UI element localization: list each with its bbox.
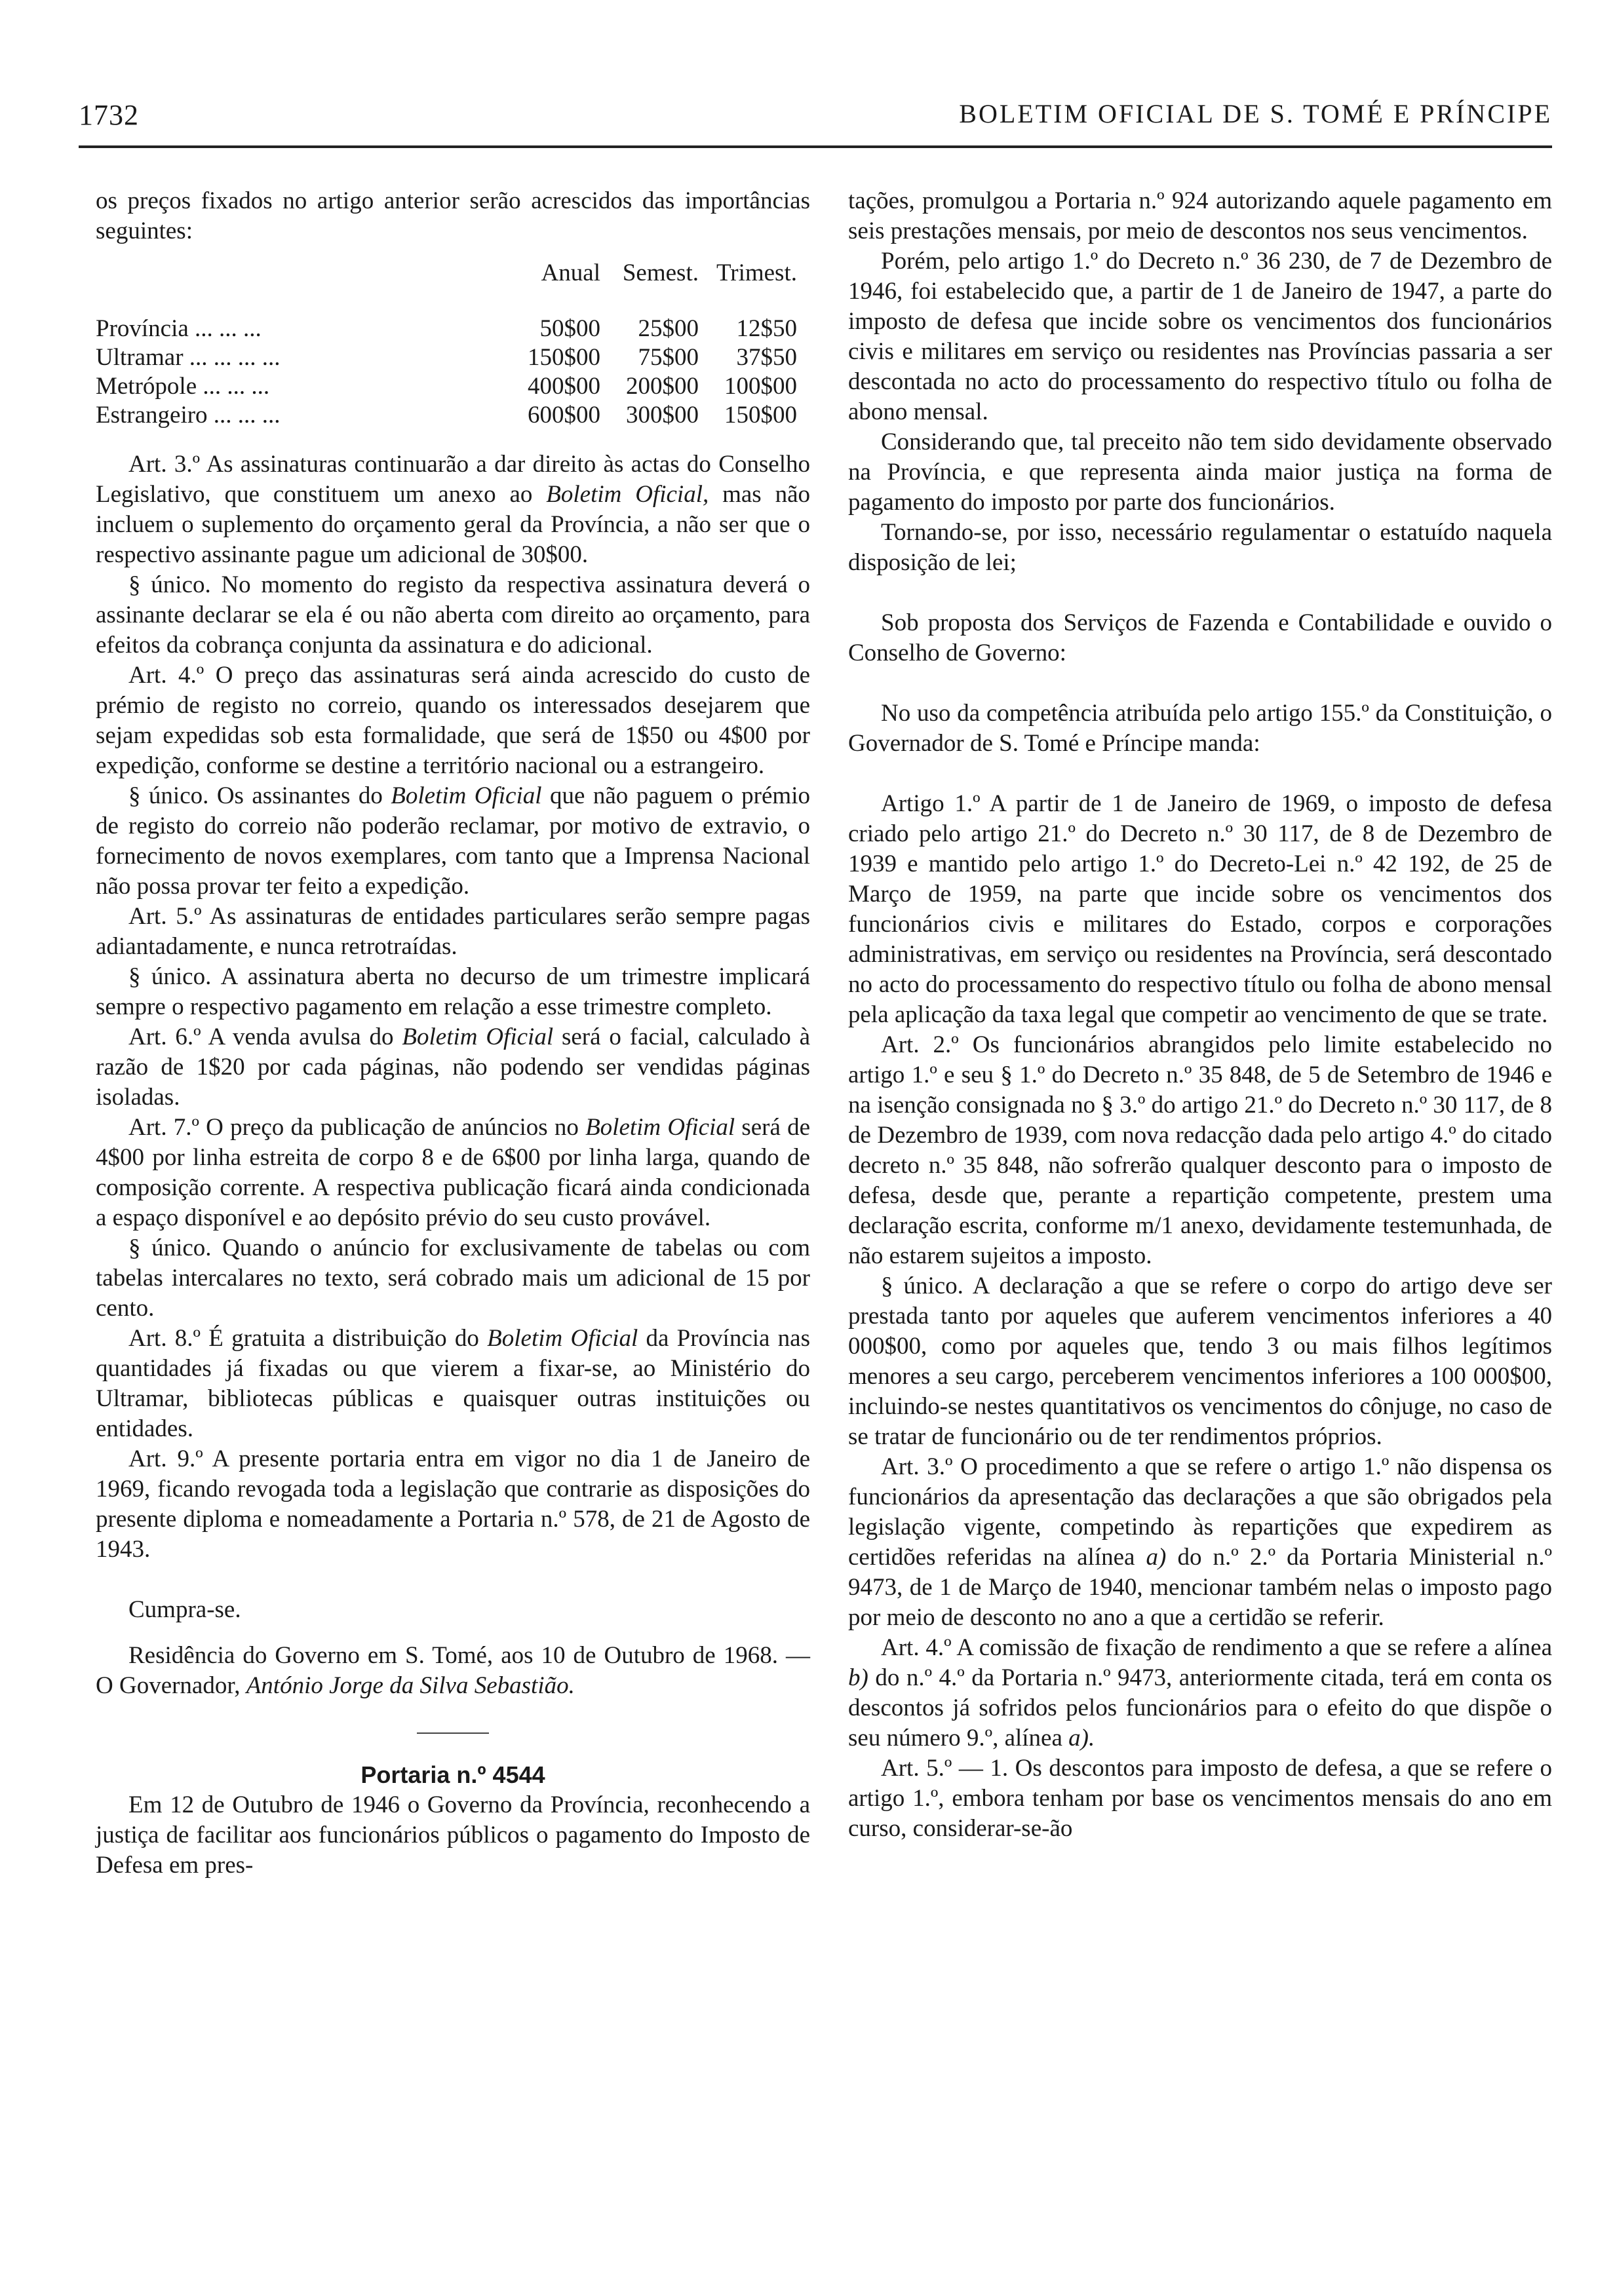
preamble-4: Tornando-se, por isso, necessário regulamentar o estatuído naquela disposição de lei; xyxy=(848,519,1552,576)
cell-semest: 300$00 xyxy=(626,402,699,429)
cell-trimest: 150$00 xyxy=(724,402,797,429)
col-anual: Anual xyxy=(541,259,600,286)
cell-anual: 600$00 xyxy=(528,402,600,429)
preamble-3: Considerando que, tal preceito não tem sido devidamente observado na Província, e que representa ainda maior justiça na forma de pagamento do imposto por parte dos funcionários. xyxy=(848,429,1552,516)
cell-trimest: 37$50 xyxy=(736,344,797,371)
cell-anual: 150$00 xyxy=(528,344,600,371)
article-5: Art. 5.º As assinaturas de entidades particulares serão sempre pagas adiantadamente, e nunca retrotraídas. xyxy=(96,903,810,960)
article-2-paragraph: § único. A declaração a que se refere o corpo do artigo deve ser prestada tanto por aqueles que auferem vencimentos inferiores a 40 000$00, como por aqueles que, tendo 3 ou mais filhos legítimos menores a seu cargo, perceberem vencimentos inferiores a 100 000$00, incluindo-se nestes quantitativos os vencimentos do cônjuge, no caso de se tratar de funcionário ou de ter rendimentos próprios. xyxy=(848,1272,1552,1450)
article-3: Art. 3.º O procedimento a que se refere o artigo 1.º não dispensa os funcionários da apresentação das declarações a que são obrigados pela legislação vigente, competindo às repartições que expedirem as certidões referidas na alínea a) do n.º 2.º da Portaria Ministerial n.º 9473, de 1 de Março de 1940, mencionar também nelas o imposto pago por meio de desconto no ano a que a certidão se referir. xyxy=(848,1453,1553,1631)
preamble-2: Porém, pelo artigo 1.º do Decreto n.º 36 230, de 7 de Dezembro de 1946, foi estabelecido que, a partir de 1 de Janeiro de 1947, a parte do imposto de defesa que incide sobre os vencimentos dos funcionários civis e militares em serviço ou residentes nas Províncias passaria a ser descontada no acto do processamento do respectivo título ou folha de abono mensal. xyxy=(848,248,1552,425)
article-1: Artigo 1.º A partir de 1 de Janeiro de 1969, o imposto de defesa criado pelo artigo 21.º do Decreto n.º 30 117, de 8 de Dezembro de 1939 e mantido pelo artigo 1.º do Decreto-Lei n.º 42 192, de 25 de Março de 1959, na parte que incide sobre os vencimentos dos funcionários civis e militares do Estado, corpos e corporações administrativas, em serviço ou residentes na Província, será descontado no acto do processamento do respectivo título ou folha de abono mensal pela aplicação da taxa legal que competir ao vencimento de que se trate. xyxy=(848,790,1552,1028)
article-4: Art. 4.º O preço das assinaturas será ainda acrescido do custo de prémio de registo no correio, quando os interessados desejarem que sejam expedidas sob esta formalidade, que será de 1$50 ou 4$00 por expedição, conforme se destine a território nacional ou a estrangeiro. xyxy=(96,662,810,779)
row-label: Ultramar ... ... ... ... xyxy=(96,344,281,371)
cell-anual: 50$00 xyxy=(539,315,600,342)
article-5-paragraph: § único. A assinatura aberta no decurso de um trimestre implicará sempre o respectivo pagamento em relação a esse trimestre completo. xyxy=(96,963,810,1020)
article-2: Art. 2.º Os funcionários abrangidos pelo limite estabelecido no artigo 1.º e seu § 1.º do Decreto n.º 35 848, de 5 de Setembro de 1946 e na isenção consignada no § 3.º do artigo 21.º do Decreto n.º 30 117, de 8 de Dezembro de 1939, com nova redacção dada pelo artigo 4.º do citado decreto n.º 35 848, não sofrerão qualquer desconto para o imposto de defesa, desde que, perante a repartição competente, prestem uma declaração escrita, conforme m/1 anexo, devidamente testemunhada, de não estarem sujeitos a imposto. xyxy=(848,1031,1552,1269)
residence-signature: Residência do Governo em S. Tomé, aos 10 de Outubro de 1968. — O Governador, António Jorge da Silva Sebastião. xyxy=(96,1642,810,1699)
col-semest: Semest. xyxy=(622,259,699,286)
portaria-intro: Em 12 de Outubro de 1946 o Governo da Província, reconhecendo a justiça de facilitar aos funcionários públicos o pagamento do Imposto de Defesa em pres- xyxy=(96,1791,810,1879)
row-label: Estrangeiro ... ... ... xyxy=(96,402,281,429)
cell-trimest: 100$00 xyxy=(724,373,797,400)
col-trimest: Trimest. xyxy=(716,259,797,286)
cell-anual: 400$00 xyxy=(528,373,600,400)
article-3-paragraph: § único. No momento do registo da respectiva assinatura deverá o assinante declarar se ela é ou não aberta com direito ao orçamento, para efeitos da cobrança conjunta da assinatura e do adicional. xyxy=(96,571,810,659)
preamble-1: tações, promulgou a Portaria n.º 924 autorizando aquele pagamento em seis prestações mensais, por meio de descontos nos seus vencimentos. xyxy=(848,187,1552,244)
row-label: Província ... ... ... xyxy=(96,315,262,342)
table-row xyxy=(96,343,797,372)
fees-table-header xyxy=(96,258,797,315)
publication-title: BOLETIM OFICIAL DE S. TOMÉ E PRÍNCIPE xyxy=(959,99,1552,128)
article-4-paragraph: § único. Os assinantes do Boletim Oficial que não paguem o prémio de registo do correio não poderão reclamar, por motivo de extravio, o fornecimento de novos exemplares, com tanto que a Imprensa Nacional não possa provar ter feito a expedição. xyxy=(96,782,810,900)
header-divider xyxy=(79,145,1552,148)
cell-semest: 200$00 xyxy=(626,373,699,400)
portaria-title: Portaria n.º 4544 xyxy=(360,1761,545,1788)
table-row xyxy=(96,315,797,343)
cell-semest: 25$00 xyxy=(638,315,699,342)
article-7: Art. 7.º O preço da publicação de anúncios no Boletim Oficial será de 4$00 por linha estreita de corpo 8 e de 6$00 por linha larga, quando de composição corrente. A respectiva publicação ficará ainda condicionada a espaço disponível e ao depósito prévio do seu custo provável. xyxy=(96,1114,810,1231)
article-3: Art. 3.º As assinaturas continuarão a dar direito às actas do Conselho Legislativo, que constituem um anexo ao Boletim Oficial, mas não incluem o suplemento do orçamento geral da Província, a não ser que o respectivo assinante pague um adicional de 30$00. xyxy=(96,451,811,568)
intro-paragraph: os preços fixados no artigo anterior serão acrescidos das importâncias seguintes: xyxy=(96,187,810,244)
table-row xyxy=(96,372,797,401)
table-row xyxy=(96,401,797,430)
article-5: Art. 5.º — 1. Os descontos para imposto de defesa, a que se refere o artigo 1.º, embora tenham por base os vencimentos mensais do ano em curso, considerar-se-ão xyxy=(848,1755,1552,1842)
preamble-5: Sob proposta dos Serviços de Fazenda e Contabilidade e ouvido o Conselho de Governo: xyxy=(848,609,1552,666)
cell-trimest: 12$50 xyxy=(736,315,797,342)
article-7-paragraph: § único. Quando o anúncio for exclusivamente de tabelas ou com tabelas intercalares no texto, será cobrado mais um adicional de 15 por cento. xyxy=(96,1234,810,1322)
fees-table xyxy=(96,258,797,430)
closing-cumpra: Cumpra-se. xyxy=(128,1596,241,1623)
right-column xyxy=(848,186,1552,1844)
article-6: Art. 6.º A venda avulsa do Boletim Oficial será o facial, calculado à razão de 1$20 por cada páginas, não podendo ser vendidas páginas isoladas. xyxy=(96,1024,810,1111)
governor-signature: António Jorge da Silva Sebastião. xyxy=(246,1672,575,1699)
section-divider xyxy=(417,1732,489,1734)
left-column xyxy=(96,186,810,1881)
cell-semest: 75$00 xyxy=(638,344,699,371)
article-4: Art. 4.º A comissão de fixação de rendimento a que se refere a alínea b) do n.º 4.º da Portaria n.º 9473, anteriormente citada, terá em conta os descontos já sofridos pelos funcionários para o efeito do que dispõe o seu número 9.º, alínea a). xyxy=(848,1634,1552,1751)
row-label: Metrópole ... ... ... xyxy=(96,373,270,400)
preamble-6: No uso da competência atribuída pelo artigo 155.º da Constituição, o Governador de S. Tomé e Príncipe manda: xyxy=(848,700,1552,757)
article-8: Art. 8.º É gratuita a distribuição do Boletim Oficial da Província nas quantidades já fixadas ou que vierem a fixar-se, ao Ministério do Ultramar, bibliotecas públicas e quaisquer outras instituições ou entidades. xyxy=(96,1325,810,1442)
article-9: Art. 9.º A presente portaria entra em vigor no dia 1 de Janeiro de 1969, ficando revogada toda a legislação que contrarie as disposições do presente diploma e nomeadamente a Portaria n.º 578, de 21 de Agosto de 1943. xyxy=(96,1445,810,1563)
page-number: 1732 xyxy=(79,99,139,131)
